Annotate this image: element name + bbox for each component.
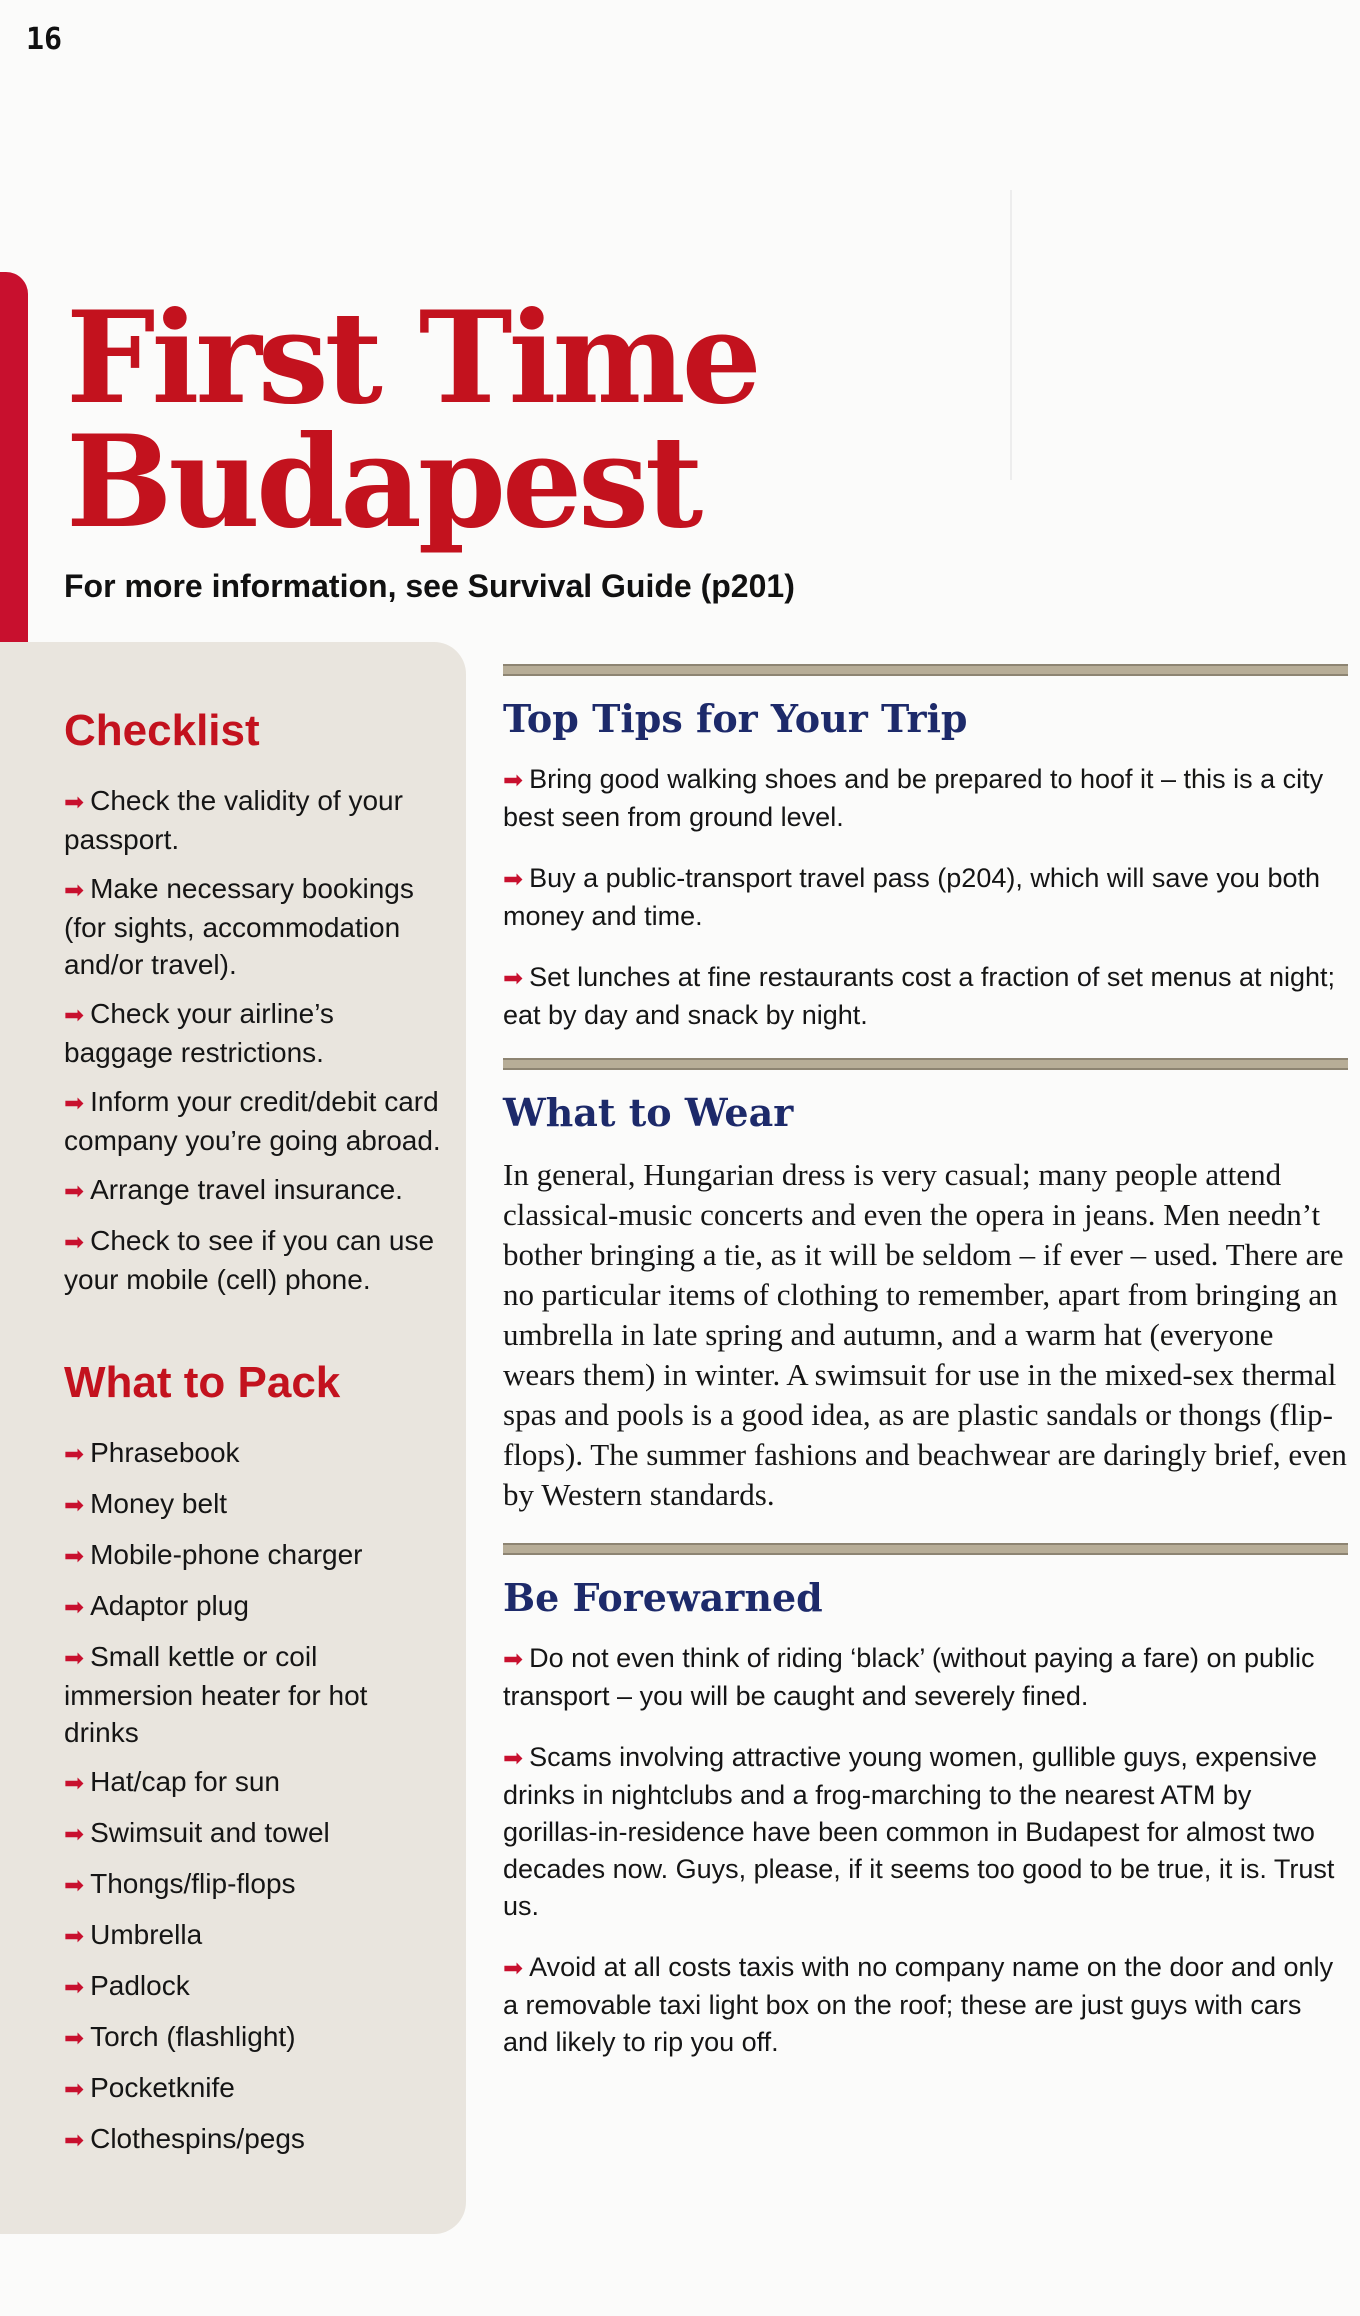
right-arrow-icon: ➡ <box>64 1543 85 1570</box>
pack-item: ➡ Phrasebook <box>64 1437 240 1468</box>
warning-item: ➡ Scams involving attractive young women, gullible guys, expensive drinks in nightclubs and a frog-marching to the nearest ATM by gorillas-in-residence have been common in Budapest for almost two decades now. Guys, please, if it seems too good to be true, it is. Trust us. <box>503 1742 1335 1921</box>
sidebar <box>64 706 448 2171</box>
checklist-item: ➡ Make necessary bookings (for sights, accommodation and/or travel). <box>64 873 414 980</box>
checklist-heading: Checklist <box>64 706 260 755</box>
right-arrow-icon: ➡ <box>64 2127 85 2154</box>
right-arrow-icon: ➡ <box>64 877 85 904</box>
pack-item: ➡ Small kettle or coil immersion heater for hot drinks <box>64 1641 368 1748</box>
right-arrow-icon: ➡ <box>503 1646 524 1673</box>
pack-item: ➡ Money belt <box>64 1488 228 1519</box>
right-arrow-icon: ➡ <box>503 965 524 992</box>
right-arrow-icon: ➡ <box>64 2025 85 2052</box>
top-tips-heading: Top Tips for Your Trip <box>503 696 968 741</box>
main-column <box>503 664 1348 2085</box>
pack-item: ➡ Adaptor plug <box>64 1590 249 1621</box>
right-arrow-icon: ➡ <box>64 1594 85 1621</box>
page-title <box>66 284 758 556</box>
pack-list <box>64 1434 448 2159</box>
right-arrow-icon: ➡ <box>64 1002 85 1029</box>
right-arrow-icon: ➡ <box>503 767 524 794</box>
warning-item: ➡ Avoid at all costs taxis with no company name on the door and only a removable taxi light box on the roof; these are just guys with cars and likely to rip you off. <box>503 1952 1334 2057</box>
what-to-wear-section <box>503 1058 1348 1515</box>
title-line-2: Budapest <box>66 408 700 556</box>
right-arrow-icon: ➡ <box>64 1974 85 2001</box>
right-arrow-icon: ➡ <box>64 1492 85 1519</box>
right-arrow-icon: ➡ <box>64 2076 85 2103</box>
tip-item: ➡ Bring good walking shoes and be prepared to hoof it – this is a city best seen from ground level. <box>503 764 1324 832</box>
right-arrow-icon: ➡ <box>503 1955 524 1982</box>
pack-item: ➡ Pocketknife <box>64 2072 235 2103</box>
tip-item: ➡ Buy a public-transport travel pass (p204), which will save you both money and time. <box>503 863 1320 931</box>
be-forewarned-heading: Be Forewarned <box>503 1575 823 1620</box>
right-arrow-icon: ➡ <box>64 1229 85 1256</box>
right-arrow-icon: ➡ <box>64 1090 85 1117</box>
checklist-item: ➡ Check your airline’s baggage restrictions. <box>64 998 334 1068</box>
checklist-item: ➡ Check to see if you can use your mobile (cell) phone. <box>64 1225 435 1295</box>
right-arrow-icon: ➡ <box>503 1745 524 1772</box>
pack-item: ➡ Swimsuit and towel <box>64 1817 330 1848</box>
page-subtitle: For more information, see Survival Guide (p201) <box>64 568 795 604</box>
what-to-pack-heading: What to Pack <box>64 1358 341 1407</box>
right-arrow-icon: ➡ <box>64 1821 85 1848</box>
pack-item: ➡ Torch (flashlight) <box>64 2021 296 2052</box>
section-divider <box>503 664 1348 676</box>
bleed-through-shapes <box>1010 190 1312 480</box>
pack-item: ➡ Mobile-phone charger <box>64 1539 363 1570</box>
right-arrow-icon: ➡ <box>64 1645 85 1672</box>
pack-item: ➡ Padlock <box>64 1970 190 2001</box>
top-tips-section <box>503 664 1348 1034</box>
pack-item: ➡ Clothespins/pegs <box>64 2123 305 2154</box>
what-to-wear-heading: What to Wear <box>503 1090 794 1135</box>
section-divider <box>503 1543 1348 1555</box>
checklist-item: ➡ Inform your credit/debit card company you’re going abroad. <box>64 1086 441 1156</box>
checklist <box>64 782 448 1298</box>
section-divider <box>503 1058 1348 1070</box>
right-arrow-icon: ➡ <box>64 1770 85 1797</box>
pack-item: ➡ Thongs/flip-flops <box>64 1868 296 1899</box>
right-arrow-icon: ➡ <box>64 1872 85 1899</box>
pack-item: ➡ Umbrella <box>64 1919 203 1950</box>
tip-item: ➡ Set lunches at fine restaurants cost a fraction of set menus at night; eat by day and snack by night. <box>503 962 1336 1030</box>
pack-item: ➡ Hat/cap for sun <box>64 1766 280 1797</box>
right-arrow-icon: ➡ <box>64 1441 85 1468</box>
checklist-item: ➡ Arrange travel insurance. <box>64 1174 403 1205</box>
warning-item: ➡ Do not even think of riding ‘black’ (without paying a fare) on public transport – you will be caught and severely fined. <box>503 1643 1315 1711</box>
title-line-1: First Time <box>66 284 758 432</box>
what-to-wear-text: In general, Hungarian dress is very casual; many people attend classical-music concerts and even the opera in jeans. Men needn’t bother bringing a tie, as it will be seldom – if ever – used. There are no particular items of clothing to remember, apart from bringing an umbrella in late spring and autumn, and a warm hat (everyone wears them) in winter. A swimsuit for use in the mixed-sex thermal spas and pools is a good idea, as are plastic sandals or thongs (flip-flops). The summer fashions and beachwear are daringly brief, even by Western standards. <box>503 1157 1347 1512</box>
right-arrow-icon: ➡ <box>64 789 85 816</box>
right-arrow-icon: ➡ <box>503 866 524 893</box>
right-arrow-icon: ➡ <box>64 1923 85 1950</box>
right-arrow-icon: ➡ <box>64 1178 85 1205</box>
checklist-item: ➡ Check the validity of your passport. <box>64 785 403 855</box>
be-forewarned-section <box>503 1543 1348 2061</box>
page-number: 16 <box>26 22 63 57</box>
